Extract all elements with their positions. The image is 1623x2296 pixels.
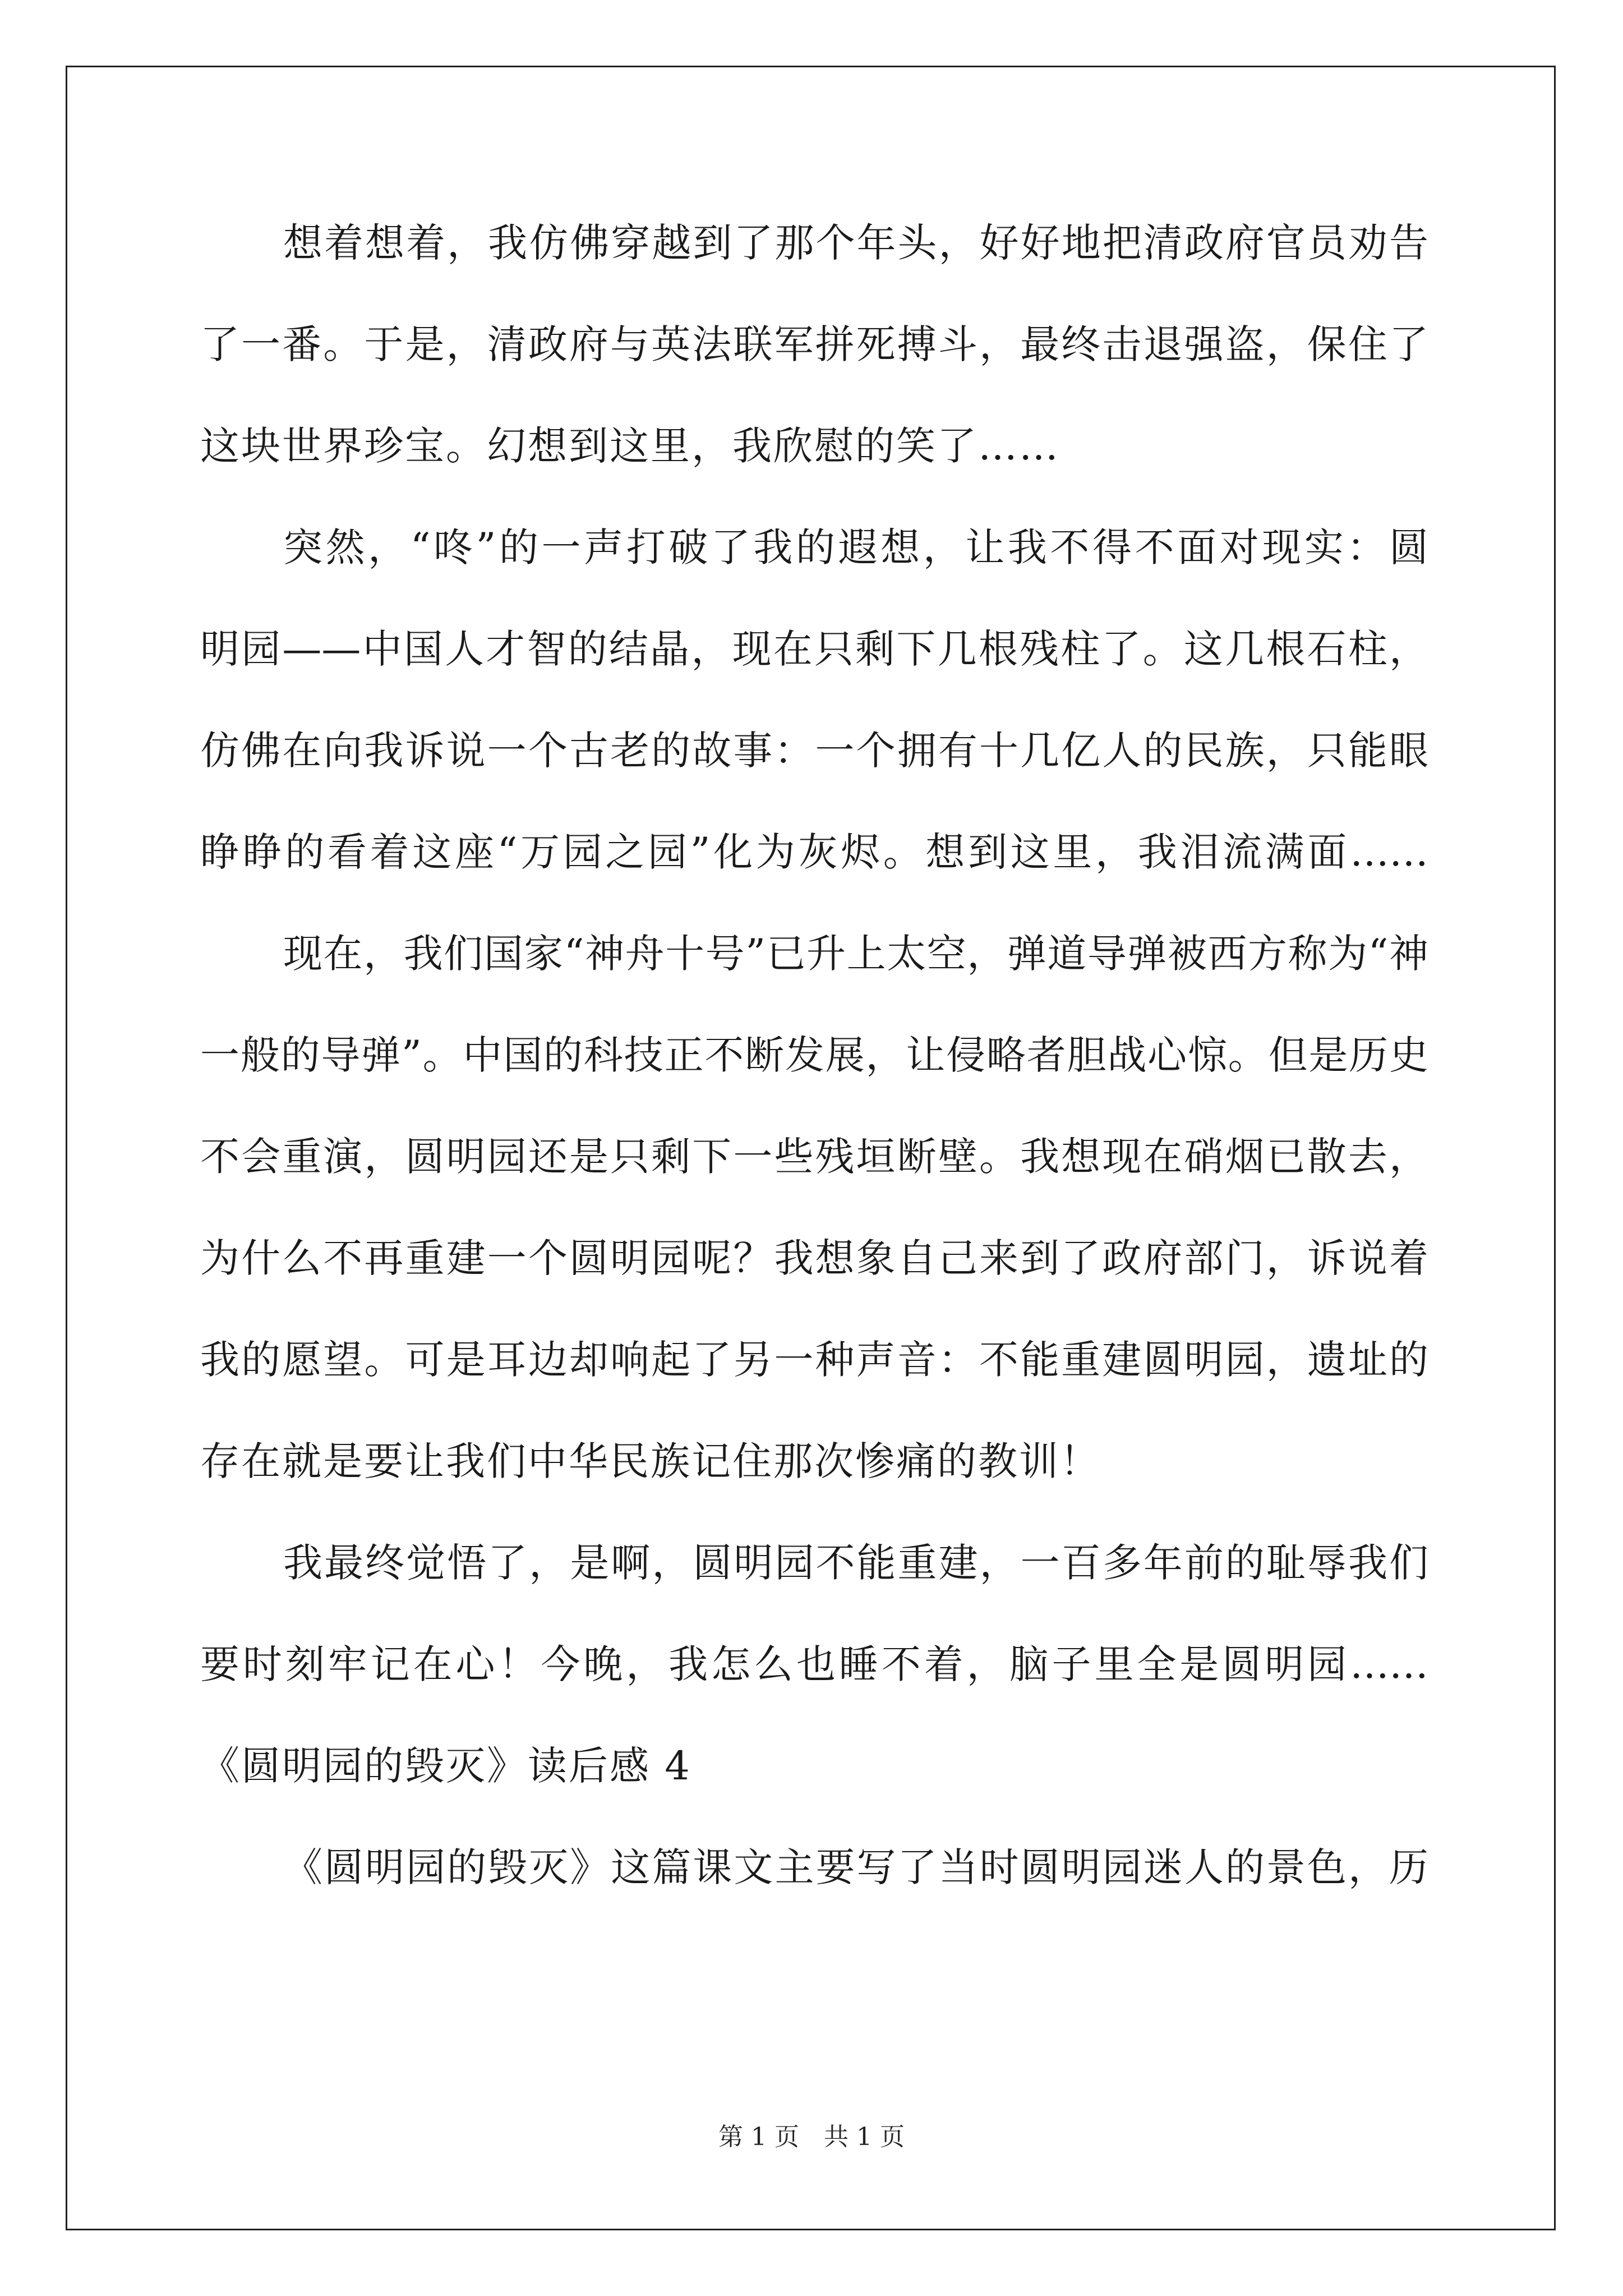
paragraph-1-line-2: 了一番。于是，清政府与英法联军拼死搏斗，最终击退强盗，保住了 [200, 321, 1428, 367]
paragraph-3-line-1: 现在，我们国家“神舟十号”已升上太空，弹道导弹被西方称为“神 [283, 931, 1428, 977]
page-footer: 第 1 页 共 1 页 [718, 2123, 905, 2151]
paragraph-1-line-1: 想着想着，我仿佛穿越到了那个年头，好好地把清政府官员劝告 [283, 220, 1428, 266]
paragraph-2-line-2: 明园——中国人才智的结晶，现在只剩下几根残柱了。这几根石柱， [200, 626, 1428, 672]
paragraph-3-line-4: 为什么不再重建一个圆明园呢？我想象自己来到了政府部门，诉说着 [200, 1235, 1428, 1281]
paragraph-5-line-1: 《圆明园的毁灭》这篇课文主要写了当时圆明园迷人的景色，历 [283, 1844, 1428, 1890]
paragraph-4-line-2: 要时刻牢记在心！今晚，我怎么也睡不着，脑子里全是圆明园…… [200, 1641, 1428, 1687]
section-heading: 《圆明园的毁灭》读后感 4 [200, 1743, 691, 1789]
paragraph-3-line-5: 我的愿望。可是耳边却响起了另一种声音：不能重建圆明园，遗址的 [200, 1337, 1428, 1383]
paragraph-3-line-3: 不会重演，圆明园还是只剩下一些残垣断壁。我想现在硝烟已散去， [200, 1134, 1428, 1180]
paragraph-1-line-3: 这块世界珍宝。幻想到这里，我欣慰的笑了…… [200, 423, 1060, 469]
paragraph-2-line-3: 仿佛在向我诉说一个古老的故事：一个拥有十几亿人的民族，只能眼 [200, 728, 1428, 774]
paragraph-2-line-1: 突然，“咚”的一声打破了我的遐想，让我不得不面对现实：圆 [283, 524, 1428, 570]
paragraph-3-line-2: 一般的导弹”。中国的科技正不断发展，让侵略者胆战心惊。但是历史 [200, 1032, 1428, 1078]
paragraph-3-line-6: 存在就是要让我们中华民族记住那次惨痛的教训！ [200, 1438, 1101, 1484]
paragraph-2-line-4: 睁睁的看着这座“万园之园”化为灰烬。想到这里，我泪流满面…… [200, 829, 1428, 875]
paragraph-4-line-1: 我最终觉悟了，是啊，圆明园不能重建，一百多年前的耻辱我们 [283, 1540, 1428, 1586]
